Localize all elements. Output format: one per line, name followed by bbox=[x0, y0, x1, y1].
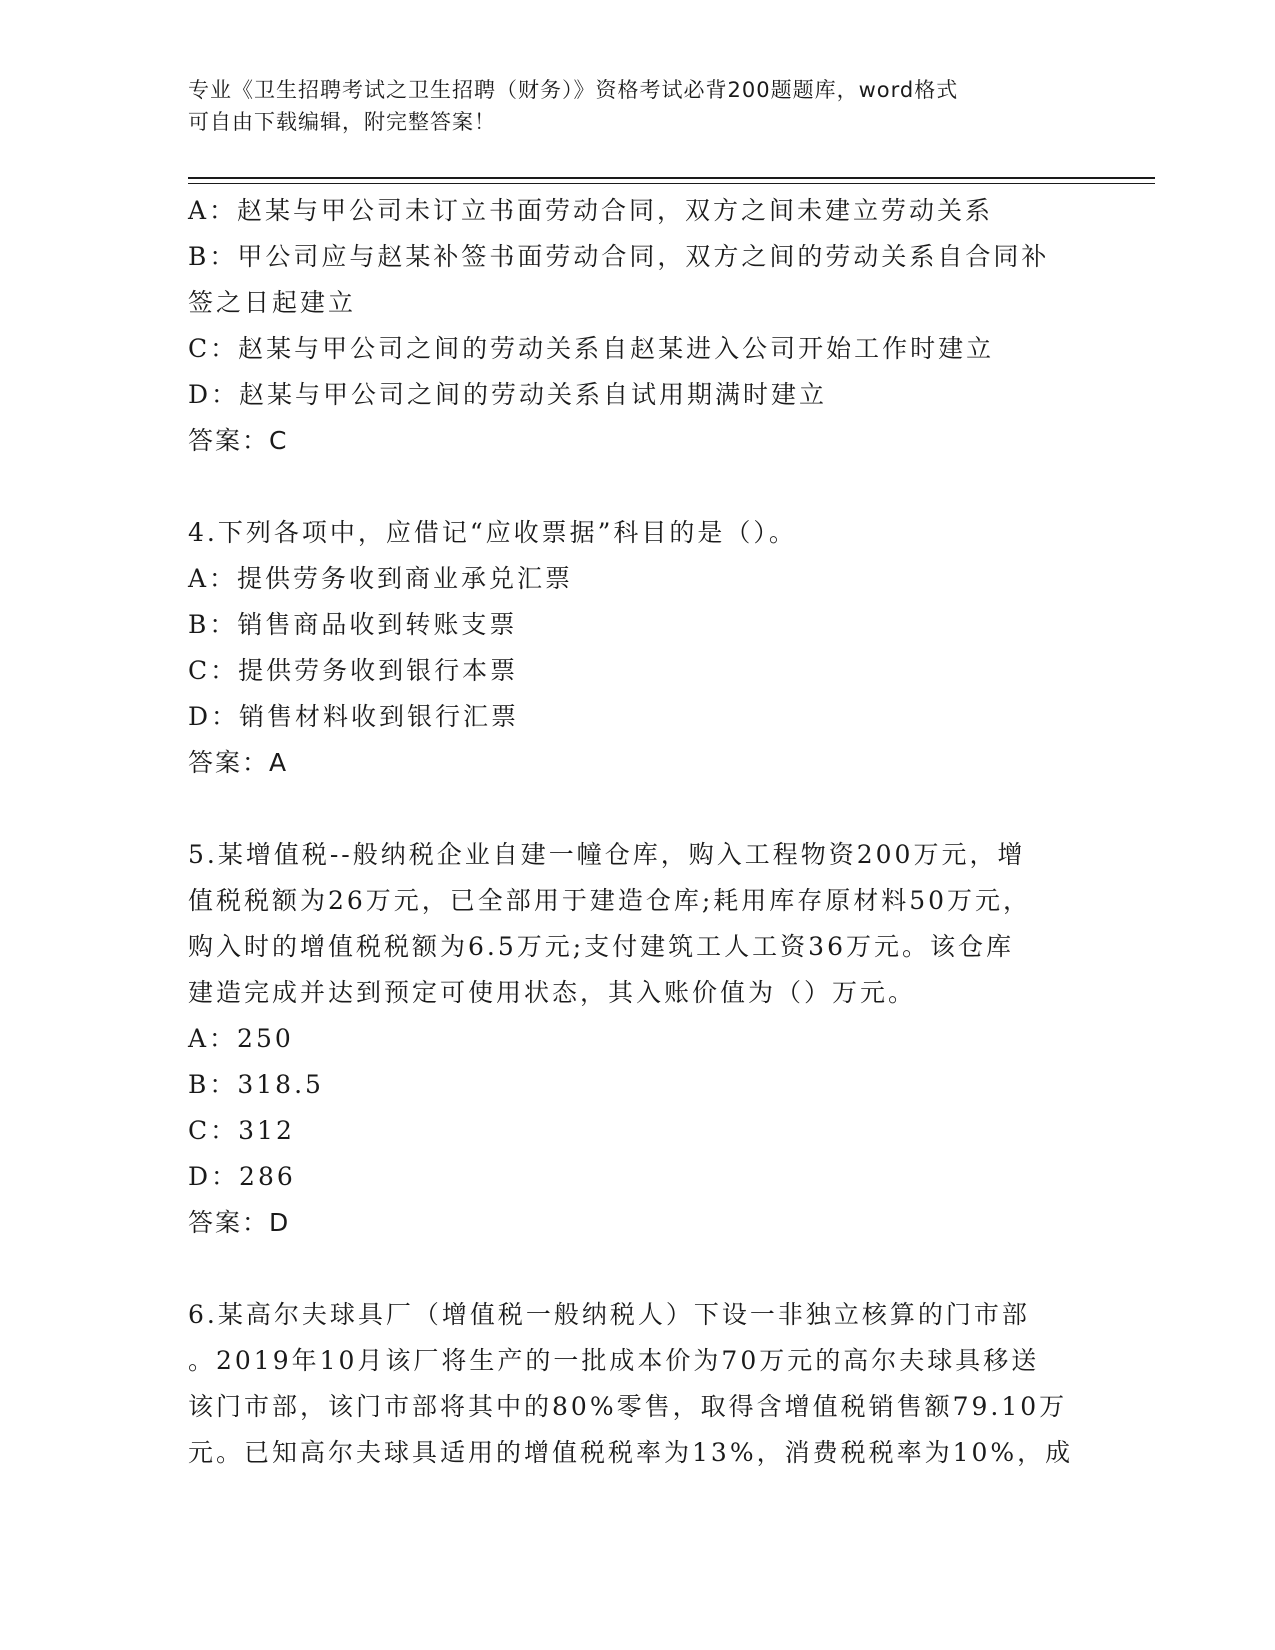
question-5-stem-line-3: 购入时的增值税税额为6.5万元;支付建筑工人工资36万元。该仓库 bbox=[188, 932, 1014, 961]
document-header bbox=[188, 74, 1068, 138]
question-6-stem-line-3: 该门市部，该门市部将其中的80%零售，取得含增值税销售额79.10万 bbox=[188, 1392, 1068, 1421]
question-4-option-d: D：销售材料收到银行汇票 bbox=[188, 702, 520, 731]
question-3-option-d: D：赵某与甲公司之间的劳动关系自试用期满时建立 bbox=[188, 380, 828, 409]
question-5-stem-line-1: 5.某增值税--般纳税企业自建一幢仓库，购入工程物资200万元，增 bbox=[188, 840, 1026, 869]
question-6 bbox=[188, 1292, 1088, 1476]
header-title-line-2: 可自由下载编辑，附完整答案！ bbox=[188, 110, 496, 134]
question-6-stem-line-2: 。2019年10月该厂将生产的一批成本价为70万元的高尔夫球具移送 bbox=[188, 1346, 1040, 1375]
question-3-option-c: C：赵某与甲公司之间的劳动关系自赵某进入公司开始工作时建立 bbox=[188, 334, 995, 363]
question-5-answer: 答案：D bbox=[188, 1208, 291, 1237]
question-3 bbox=[188, 188, 1088, 464]
question-5-option-c: C：312 bbox=[188, 1116, 295, 1145]
question-6-stem-line-4: 元。已知高尔夫球具适用的增值税税率为13%，消费税税率为10%，成 bbox=[188, 1438, 1074, 1467]
question-4-option-a: A：提供劳务收到商业承兑汇票 bbox=[188, 564, 574, 593]
question-3-answer: 答案：C bbox=[188, 426, 289, 455]
question-3-option-b: B：甲公司应与赵某补签书面劳动合同，双方之间的劳动关系自合同补 bbox=[188, 242, 1050, 271]
question-5-option-d: D：286 bbox=[188, 1162, 296, 1191]
spacer bbox=[188, 786, 1088, 832]
header-divider-thin bbox=[188, 183, 1155, 184]
question-5-option-a: A：250 bbox=[188, 1024, 294, 1053]
question-4-answer: 答案：A bbox=[188, 748, 289, 777]
question-4-stem: 4.下列各项中，应借记“应收票据”科目的是（）。 bbox=[188, 518, 797, 547]
question-5-stem-line-4: 建造完成并达到预定可使用状态，其入账价值为（）万元。 bbox=[188, 978, 917, 1007]
question-content bbox=[188, 188, 1088, 1476]
question-5-option-b: B：318.5 bbox=[188, 1070, 324, 1099]
question-3-option-b-cont: 签之日起建立 bbox=[188, 288, 357, 317]
question-3-option-a: A：赵某与甲公司未订立书面劳动合同，双方之间未建立劳动关系 bbox=[188, 196, 994, 225]
header-title-line-1: 专业《卫生招聘考试之卫生招聘（财务）》资格考试必背200题题库，word格式 bbox=[188, 78, 959, 102]
spacer bbox=[188, 464, 1088, 510]
question-5 bbox=[188, 832, 1088, 1246]
spacer bbox=[188, 1246, 1088, 1292]
question-4 bbox=[188, 510, 1088, 786]
question-6-stem-line-1: 6.某高尔夫球具厂（增值税一般纳税人）下设一非独立核算的门市部 bbox=[188, 1300, 1030, 1329]
question-5-stem-line-2: 值税税额为26万元，已全部用于建造仓库;耗用库存原材料50万元， bbox=[188, 886, 1032, 915]
header-divider-thick bbox=[188, 177, 1155, 179]
question-4-option-c: C：提供劳务收到银行本票 bbox=[188, 656, 519, 685]
question-4-option-b: B：销售商品收到转账支票 bbox=[188, 610, 518, 639]
